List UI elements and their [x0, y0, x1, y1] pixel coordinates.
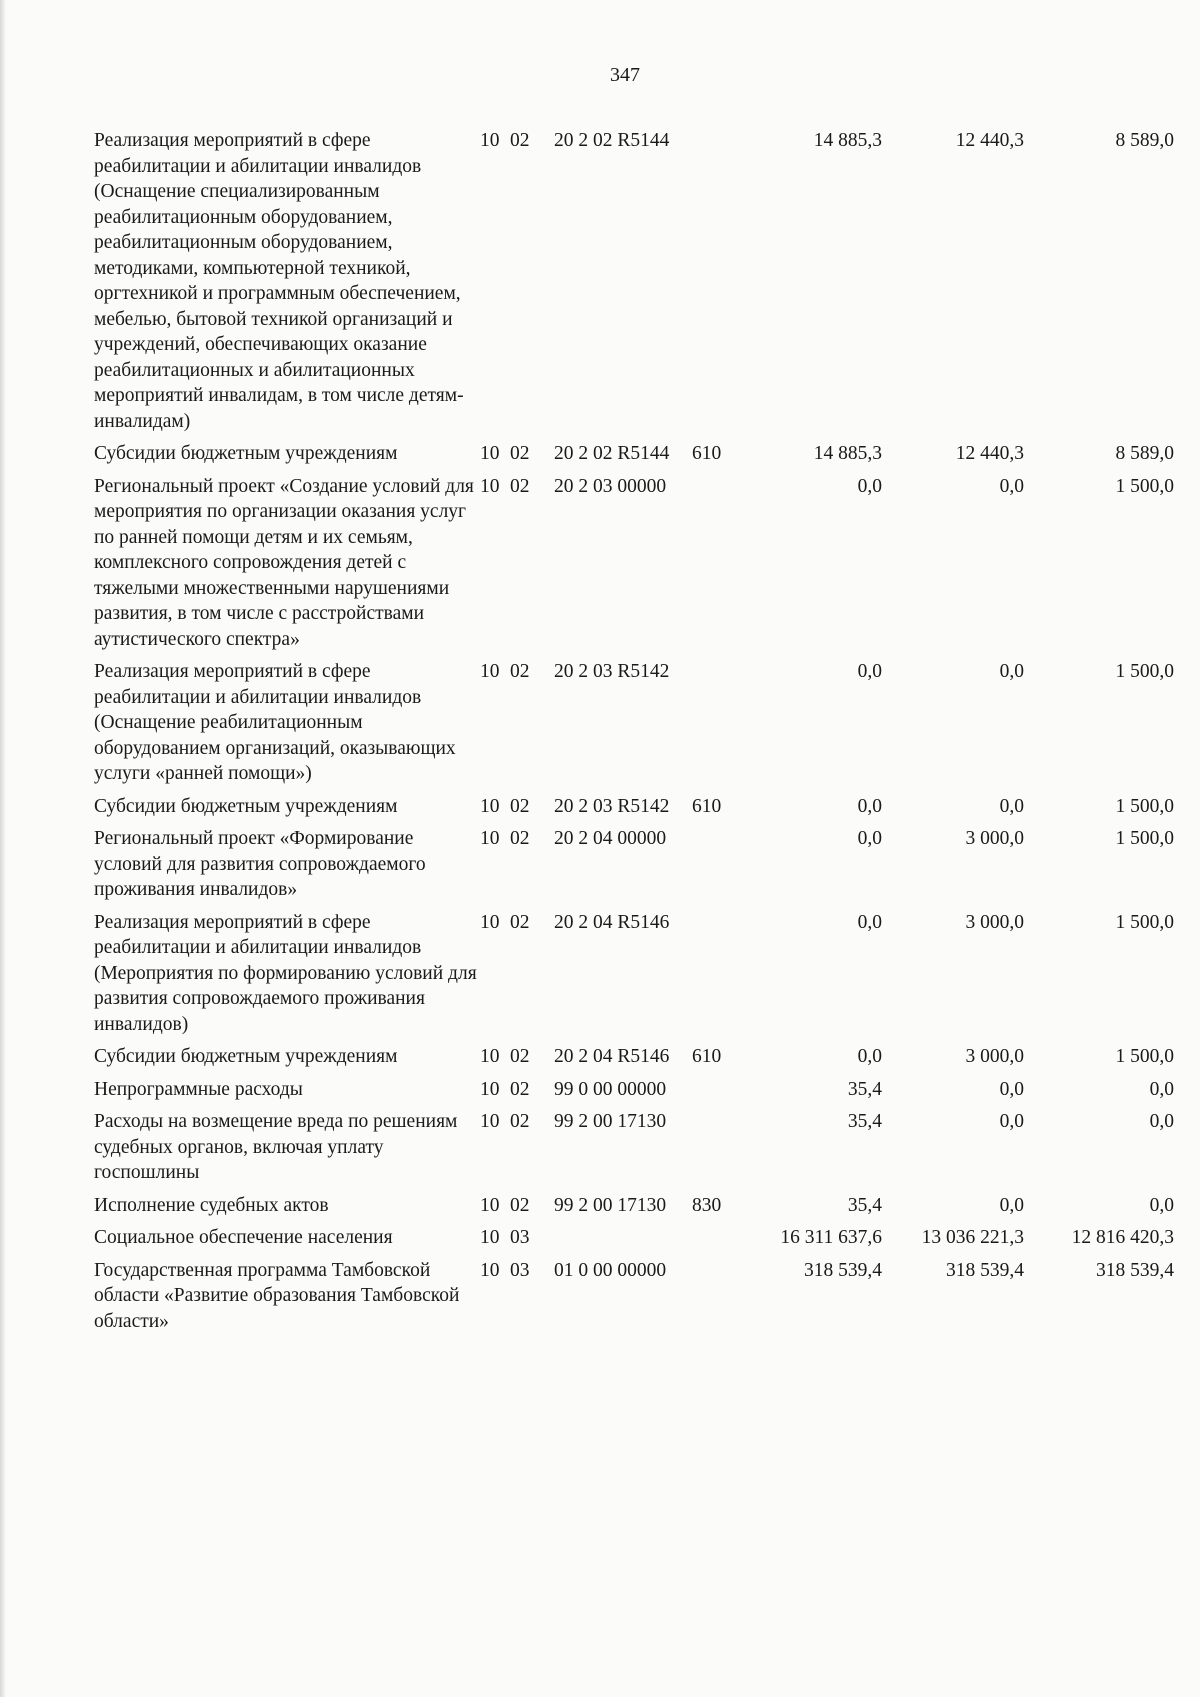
- budget-table-body: [94, 128, 1176, 1341]
- section-code: 10: [480, 1227, 500, 1248]
- amount-year-2: 3 000,0: [965, 828, 1024, 849]
- section-code: 10: [480, 475, 500, 497]
- amount-year-1: 35,4: [847, 1194, 882, 1216]
- amount-year-1: 35,4: [847, 1078, 882, 1100]
- amount-year-2: 0,0: [999, 661, 1024, 682]
- page-number: 347: [610, 64, 640, 86]
- table-row: [94, 1258, 1176, 1342]
- section-code: 10: [480, 828, 500, 849]
- table-row: [94, 128, 1176, 441]
- amount-year-1: 16 311 637,6: [780, 1227, 882, 1248]
- amount-year-2: 13 036 221,3: [921, 1227, 1024, 1248]
- expense-type-code: 610: [692, 443, 722, 464]
- amount-year-3: 0,0: [1149, 1194, 1174, 1216]
- amount-year-2: 12 440,3: [955, 130, 1024, 151]
- amount-year-2: 0,0: [999, 1078, 1024, 1100]
- expense-type-code: 610: [692, 795, 722, 817]
- expense-name: Непрограммные расходы: [94, 1078, 303, 1100]
- table-row: [94, 659, 1176, 794]
- amount-year-1: 318 539,4: [804, 1259, 882, 1281]
- amount-year-3: 1 500,0: [1115, 911, 1174, 933]
- subsection-code: 02: [510, 661, 530, 682]
- target-article-code: 20 2 04 00000: [554, 828, 667, 849]
- amount-year-3: 12 816 420,3: [1071, 1227, 1174, 1248]
- table-row: [94, 794, 1176, 827]
- expense-name: Реализация мероприятий в сфере реабилитации и абилитации инвалидов (Мероприятия по формированию условий для развития сопровождаемого проживания инвалидов): [94, 911, 477, 1035]
- amount-year-2: 0,0: [999, 1194, 1024, 1216]
- amount-year-1: 35,4: [847, 1111, 882, 1132]
- target-article-code: 20 2 04 R5146: [554, 911, 670, 933]
- expense-type-code: [692, 128, 742, 441]
- amount-year-2: 0,0: [999, 795, 1024, 817]
- amount-year-1: 14 885,3: [813, 443, 882, 464]
- section-code: 10: [480, 795, 500, 817]
- table-row: [94, 1193, 1176, 1226]
- subsection-code: 02: [510, 1046, 530, 1067]
- subsection-code: 02: [510, 130, 530, 151]
- amount-year-1: 0,0: [857, 795, 882, 817]
- expense-name: Расходы на возмещение вреда по решениям судебных органов, включая уплату госпошлины: [94, 1111, 458, 1183]
- subsection-code: 02: [510, 475, 530, 497]
- subsection-code: 03: [510, 1227, 530, 1248]
- amount-year-3: 1 500,0: [1115, 828, 1174, 849]
- amount-year-1: 0,0: [857, 1046, 882, 1067]
- expense-type-code: 610: [692, 1046, 722, 1067]
- amount-year-2: 3 000,0: [965, 911, 1024, 933]
- target-article-code: 20 2 02 R5144: [554, 443, 670, 464]
- expense-type-code: [692, 659, 742, 794]
- amount-year-1: 0,0: [857, 475, 882, 497]
- amount-year-3: 8 589,0: [1115, 130, 1174, 151]
- section-code: 10: [480, 130, 500, 151]
- expense-type-code: [692, 1077, 742, 1110]
- amount-year-2: 3 000,0: [965, 1046, 1024, 1067]
- expense-type-code: [692, 826, 742, 910]
- table-row: [94, 1077, 1176, 1110]
- expense-type-code: [692, 474, 742, 660]
- expense-type-code: [692, 1225, 742, 1258]
- section-code: 10: [480, 661, 500, 682]
- target-article-code: 20 2 04 R5146: [554, 1046, 670, 1067]
- expense-name: Реализация мероприятий в сфере реабилитации и абилитации инвалидов (Оснащение специализированным реабилитационным оборудованием, реабилитационным оборудованием, методиками, компьютерной техникой, оргтехникой и программным обеспечением, мебелью, бытовой техникой организаций и учреждений, обеспечивающих оказание реабилитационных и абилитационных мероприятий инвалидам, в том числе детям-инвалидам): [94, 130, 464, 432]
- amount-year-3: 0,0: [1149, 1111, 1174, 1132]
- section-code: 10: [480, 1046, 500, 1067]
- table-row: [94, 826, 1176, 910]
- target-article-code: 20 2 03 R5142: [554, 795, 670, 817]
- expense-type-code: [692, 1258, 742, 1342]
- amount-year-3: 0,0: [1149, 1078, 1174, 1100]
- amount-year-3: 1 500,0: [1115, 661, 1174, 682]
- table-row: [94, 441, 1176, 474]
- target-article-code: 20 2 02 R5144: [554, 130, 670, 151]
- amount-year-1: 14 885,3: [813, 130, 882, 151]
- expense-name: Социальное обеспечение населения: [94, 1227, 393, 1248]
- table-row: [94, 1109, 1176, 1193]
- expense-name: Реализация мероприятий в сфере реабилитации и абилитации инвалидов (Оснащение реабилитационным оборудованием организаций, оказывающих услуги «ранней помощи»): [94, 661, 456, 784]
- subsection-code: 02: [510, 1194, 530, 1216]
- budget-table: [94, 128, 1176, 1341]
- amount-year-3: 1 500,0: [1115, 1046, 1174, 1067]
- subsection-code: 02: [510, 795, 530, 817]
- subsection-code: 02: [510, 911, 530, 933]
- target-article-code: 99 2 00 17130: [554, 1111, 667, 1132]
- amount-year-3: 318 539,4: [1096, 1259, 1174, 1281]
- expense-name: Субсидии бюджетным учреждениям: [94, 795, 398, 817]
- expense-type-code: [692, 910, 742, 1045]
- amount-year-2: 0,0: [999, 475, 1024, 497]
- amount-year-1: 0,0: [857, 911, 882, 933]
- target-article-code: [554, 1225, 692, 1258]
- expense-name: Исполнение судебных актов: [94, 1194, 329, 1216]
- expense-name: Региональный проект «Создание условий для мероприятия по организации оказания услуг по ранней помощи детям и их семьям, комплексного сопровождения детей с тяжелыми множественными нарушениями развития, в том числе с расстройствами аутистического спектра»: [94, 475, 474, 650]
- subsection-code: 02: [510, 1111, 530, 1132]
- section-code: 10: [480, 1111, 500, 1132]
- expense-name: Субсидии бюджетным учреждениям: [94, 1046, 398, 1067]
- expense-type-code: [692, 1109, 742, 1193]
- target-article-code: 20 2 03 00000: [554, 475, 667, 497]
- amount-year-3: 1 500,0: [1115, 795, 1174, 817]
- section-code: 10: [480, 911, 500, 933]
- amount-year-2: 318 539,4: [946, 1259, 1024, 1281]
- section-code: 10: [480, 1259, 500, 1281]
- table-row: [94, 910, 1176, 1045]
- subsection-code: 02: [510, 1078, 530, 1100]
- subsection-code: 02: [510, 443, 530, 464]
- subsection-code: 03: [510, 1259, 530, 1281]
- expense-name: Региональный проект «Формирование условий для развития сопровождаемого проживания инвалидов»: [94, 828, 426, 900]
- amount-year-3: 8 589,0: [1115, 443, 1174, 464]
- amount-year-2: 0,0: [999, 1111, 1024, 1132]
- target-article-code: 99 0 00 00000: [554, 1078, 667, 1100]
- table-row: [94, 474, 1176, 660]
- target-article-code: 20 2 03 R5142: [554, 661, 670, 682]
- amount-year-3: 1 500,0: [1115, 475, 1174, 497]
- expense-name: Государственная программа Тамбовской области «Развитие образования Тамбовской области»: [94, 1259, 460, 1332]
- amount-year-1: 0,0: [857, 661, 882, 682]
- target-article-code: 99 2 00 17130: [554, 1194, 667, 1216]
- table-row: [94, 1044, 1176, 1077]
- table-row: [94, 1225, 1176, 1258]
- scan-edge-shadow: [0, 0, 6, 1697]
- target-article-code: 01 0 00 00000: [554, 1259, 667, 1281]
- section-code: 10: [480, 1194, 500, 1216]
- amount-year-2: 12 440,3: [955, 443, 1024, 464]
- expense-type-code: 830: [692, 1194, 722, 1216]
- expense-name: Субсидии бюджетным учреждениям: [94, 443, 398, 464]
- section-code: 10: [480, 443, 500, 464]
- subsection-code: 02: [510, 828, 530, 849]
- amount-year-1: 0,0: [857, 828, 882, 849]
- section-code: 10: [480, 1078, 500, 1100]
